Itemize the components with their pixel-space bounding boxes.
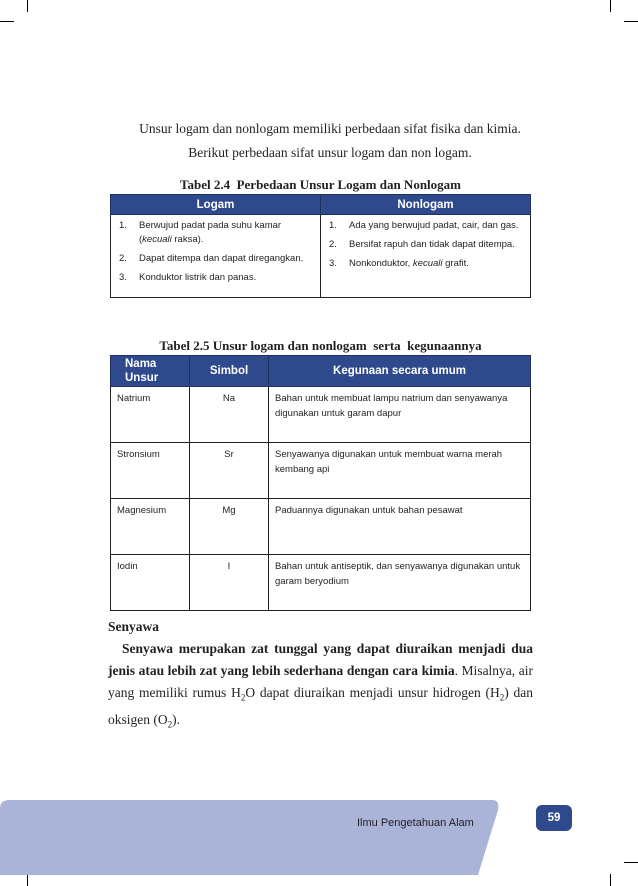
table-row: [111, 499, 531, 555]
table-2-4-caption: Tabel 2.4 Perbedaan Unsur Logam dan Nonlogam: [180, 177, 461, 192]
crop-mark: [610, 874, 611, 886]
crop-mark: [624, 21, 638, 22]
table-2-5: [110, 355, 531, 611]
section-paragraph: Senyawa merupakan zat tunggal yang dapat diuraikan menjadi dua jenis atau lebih zat yang lebih sederhana dengan cara kimia. Misalnya, air yang memiliki rumus $H_2O$ dapat diuraikan menjadi unsur hidrogen $(H_2)$ dan oksigen $(O_2)$.: [108, 641, 534, 730]
logam-list-cell: [111, 215, 321, 298]
page-number: 59: [536, 805, 572, 831]
crop-mark: [27, 874, 28, 886]
crop-mark: [624, 862, 638, 863]
cell-kegunaan: Bahan untuk antiseptik, dan senyawanya digunakan untuk garam beryodium: [269, 555, 531, 611]
crop-mark: [27, 0, 28, 12]
senyawa-section: [108, 616, 533, 735]
list-item: 3. Nonkonduktor, kecuali grafit.: [329, 258, 469, 269]
crop-mark: [0, 21, 14, 22]
cell-nama: Natrium: [111, 387, 190, 443]
cell-simbol: I: [190, 555, 269, 611]
header-kegunaan: Kegunaan secara umum: [269, 356, 531, 387]
cell-kegunaan: Paduannya digunakan untuk bahan pesawat: [269, 499, 531, 555]
table-2-5-caption: Tabel 2.5 Unsur logam dan nonlogam serta kegunaannya: [159, 338, 482, 353]
header-nama-unsur: Nama Unsur: [111, 356, 190, 387]
list-item: 1. Berwujud padat pada suhu kamar (kecuali raksa).: [119, 220, 282, 245]
book-title: Ilmu Pengetahuan Alam: [357, 817, 474, 829]
list-item: 1. Ada yang berwujud padat, cair, dan gas.: [329, 220, 519, 231]
list-item: 2. Dapat ditempa dan dapat diregangkan.: [119, 253, 304, 264]
definition-text: Senyawa merupakan zat tunggal yang dapat diuraikan menjadi dua jenis atau lebih zat yang lebih sederhana dengan cara kimia: [108, 641, 533, 678]
list-item: 2. Bersifat rapuh dan tidak dapat ditempa.: [329, 239, 515, 250]
table-2-4: [110, 194, 531, 298]
cell-nama: Magnesium: [111, 499, 190, 555]
cell-nama: Iodin: [111, 555, 190, 611]
nonlogam-list-cell: [321, 215, 531, 298]
header-simbol: Simbol: [190, 356, 269, 387]
header-nonlogam: Nonlogam: [321, 195, 531, 215]
table-row: [111, 387, 531, 443]
table-row: [111, 555, 531, 611]
cell-simbol: Sr: [190, 443, 269, 499]
cell-simbol: Mg: [190, 499, 269, 555]
list-item: 3. Konduktor listrik dan panas.: [119, 272, 257, 283]
crop-mark: [610, 0, 611, 12]
table-row: [111, 443, 531, 499]
intro-line-1: Unsur logam dan nonlogam memiliki perbedaan sifat fisika dan kimia.: [139, 121, 521, 136]
cell-kegunaan: Bahan untuk membuat lampu natrium dan senyawanya digunakan untuk garam dapur: [269, 387, 531, 443]
intro-line-2: Berikut perbedaan sifat unsur logam dan non logam.: [188, 145, 472, 160]
intro-paragraph: [110, 117, 550, 165]
footer-band: [0, 800, 500, 875]
cell-simbol: Na: [190, 387, 269, 443]
cell-kegunaan: Senyawanya digunakan untuk membuat warna merah kembang api: [269, 443, 531, 499]
section-heading: Senyawa: [108, 619, 160, 634]
header-logam: Logam: [111, 195, 321, 215]
cell-nama: Stronsium: [111, 443, 190, 499]
